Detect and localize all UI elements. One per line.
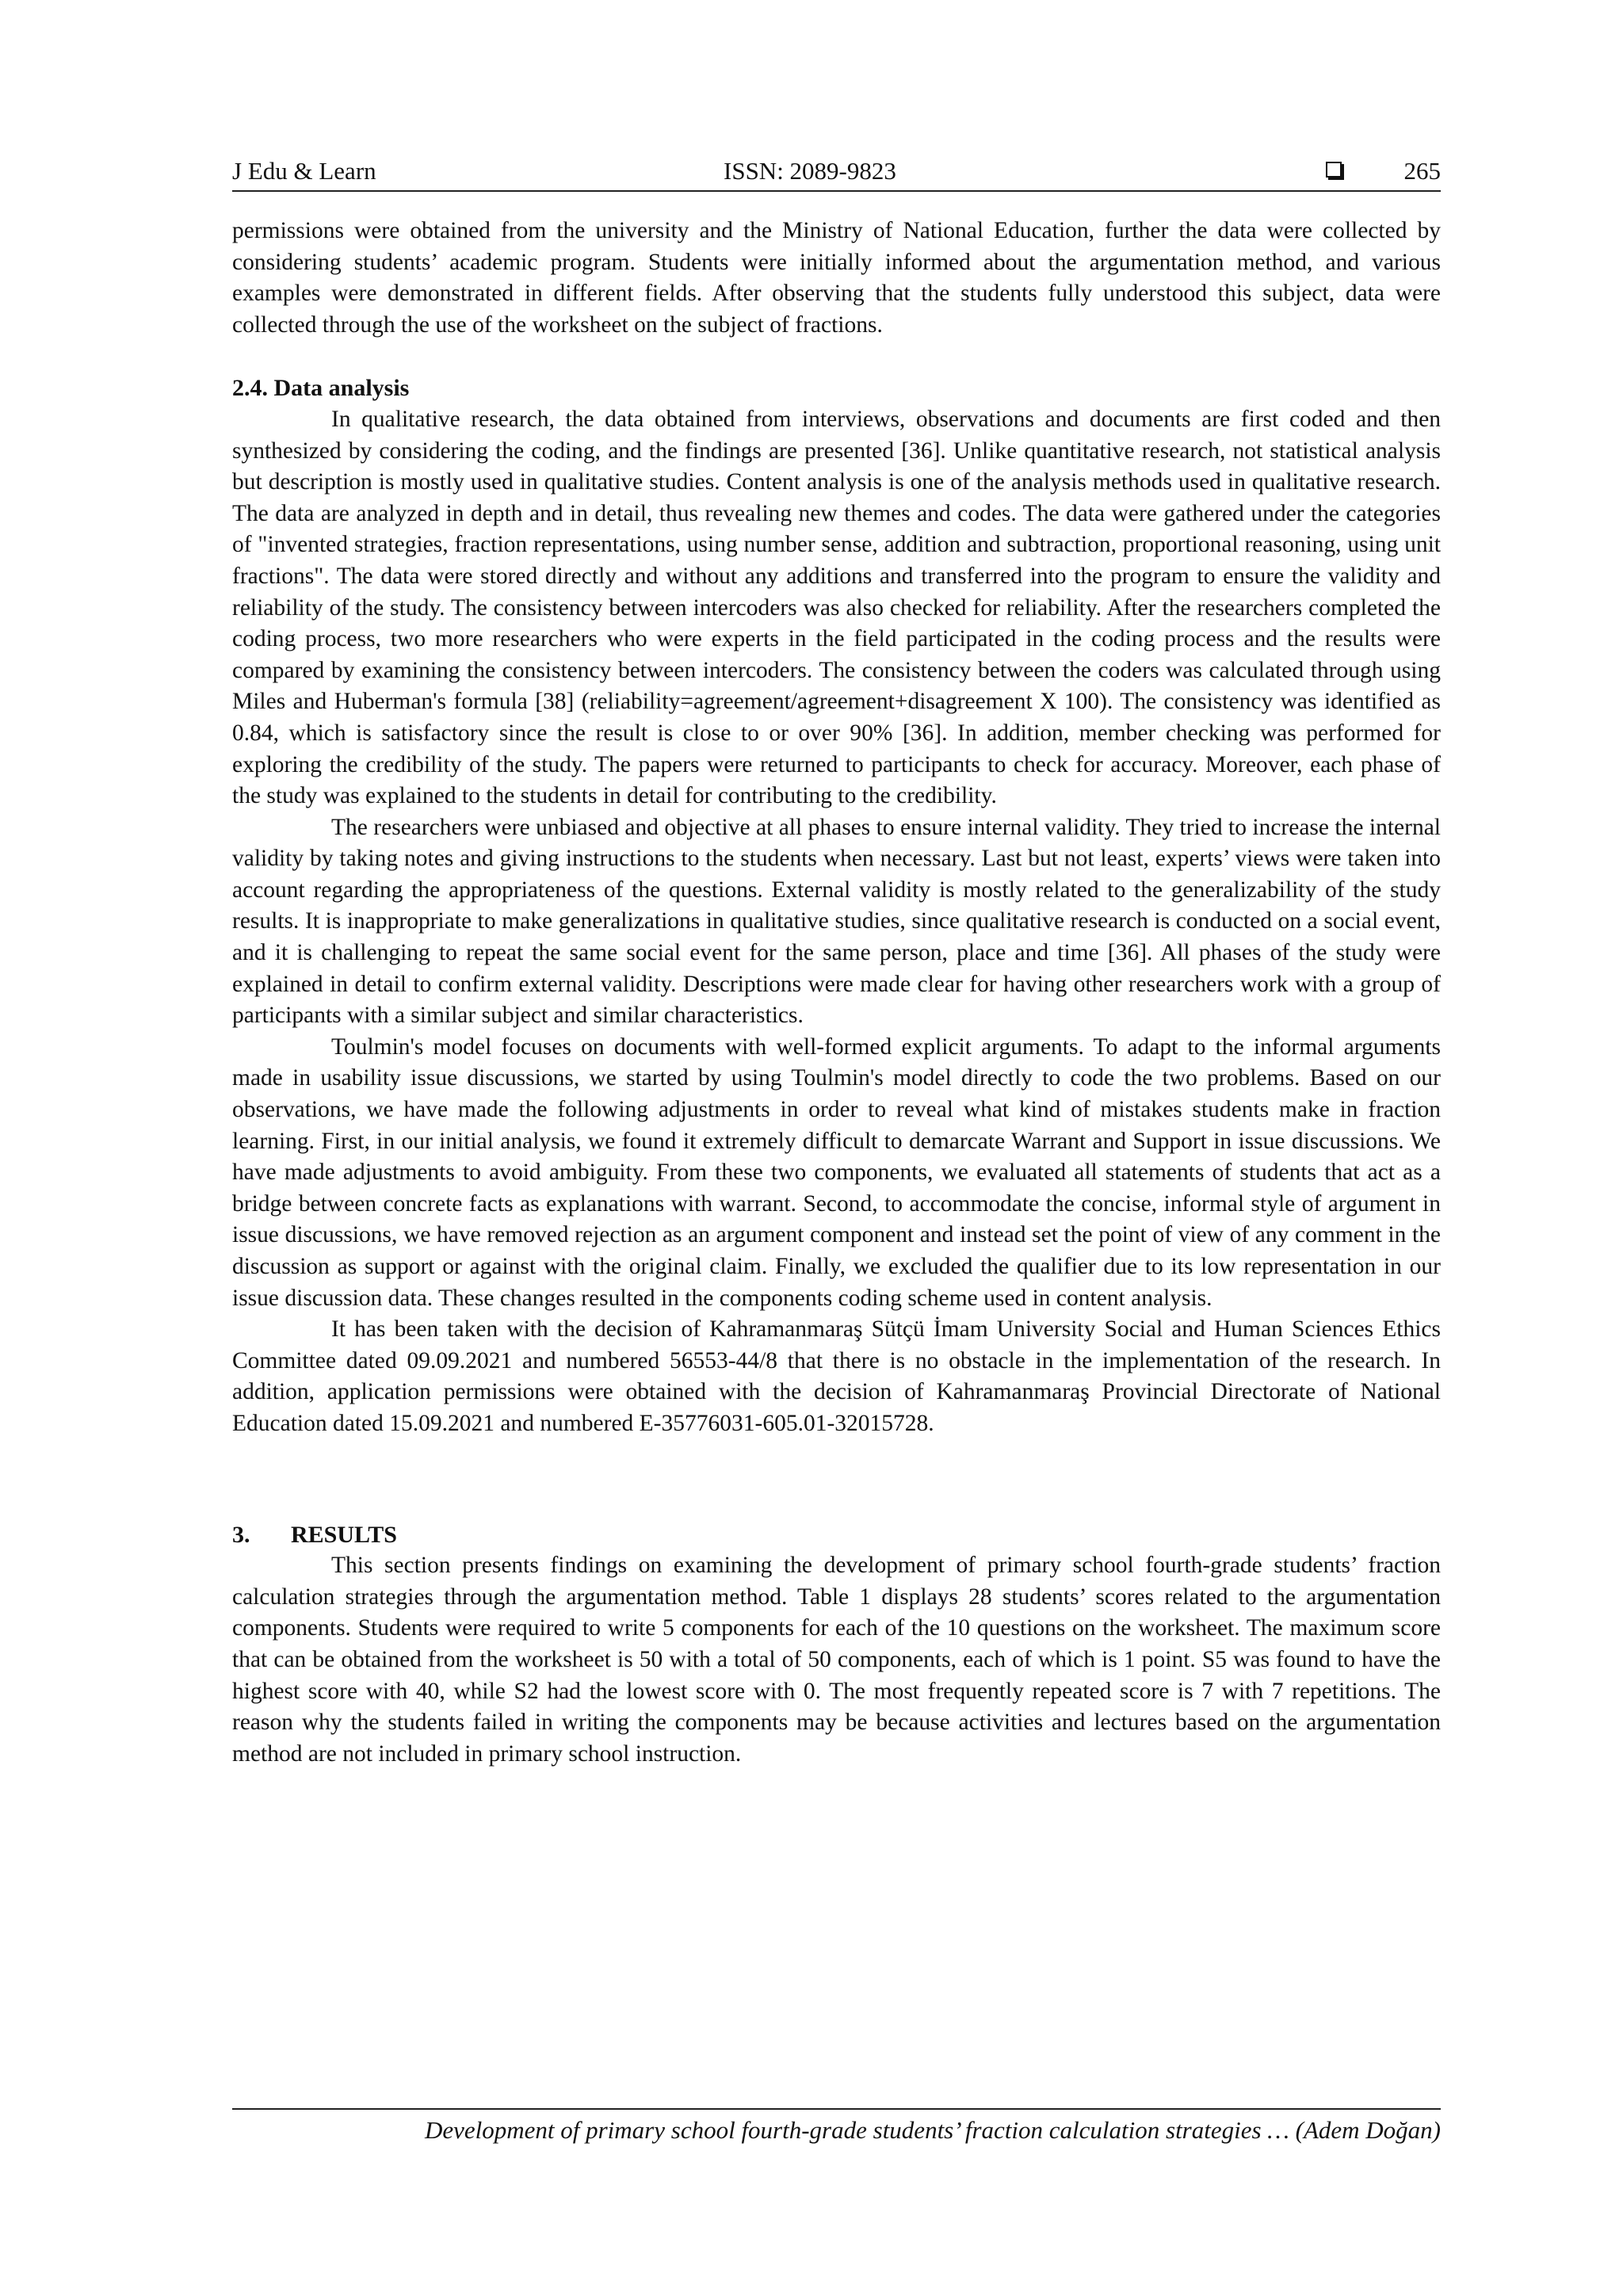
issn: ISSN: 2089-9823 [724,157,896,185]
paragraph-toulmin-model: Toulmin's model focuses on documents with well-formed explicit arguments. To adapt to the informal arguments made in usability issue discussions, we started by using Toulmin's model directly to code the two problems. Based on our observations, we have made the following adjustments in order to reveal what kind of mistakes students make in fraction learning. First, in our initial analysis, we found it extremely difficult to demarcate Warrant and Support in issue discussions. We have made adjustments to avoid ambiguity. From these two components, we evaluated all statements of students that act as a bridge between concrete facts as explanations with warrant. Second, to accommodate the concise, informal style of argument in issue discussions, we have removed rejection as an argument component and instead set the point of view of any comment in the discussion as support or against with the original claim. Finally, we excluded the qualifier due to its low representation in our issue discussion data. These changes resulted in the components coding scheme used in content analysis. [232,1033,1441,1311]
section-title: RESULTS [291,1521,397,1548]
paragraph-internal-validity: The researchers were unbiased and objective at all phases to ensure internal validity. They tried to increase the internal validity by taking notes and giving instructions to the students when necessary. Last but not least, experts’ views were taken into account regarding the appropriateness of the questions. External validity is mostly related to the generalizability of the study results. It is inappropriate to make generalizations in qualitative studies, since qualitative research is conducted on a social event, and it is challenging to repeat the same social event for the same person, place and time [36]. All phases of the study were explained in detail to confirm external validity. Descriptions were made clear for having other researchers work with a group of participants with a similar subject and similar characteristics. [232,814,1441,1029]
paragraph-ethics-committee: It has been taken with the decision of Kahramanmaraş Sütçü İmam University Social and Human Sciences Ethics Committee dated 09.09.2021 and numbered 56553-44/8 that there is no obstacle in the implementation of the research. In addition, application permissions were obtained with the decision of Kahramanmaraş Provincial Directorate of National Education dated 15.09.2021 and numbered E-35776031-605.01-32015728. [232,1316,1441,1436]
page-number: 265 [1403,157,1441,185]
section-heading-results [232,1519,1441,1551]
section-number: 3. [232,1521,250,1548]
paper-page [232,0,1441,2296]
paragraph-results: This section presents findings on examining the development of primary school fourth-grade students’ fraction calculation strategies through the argumentation method. Table 1 displays 28 students’ scores related to the argumentation components. Students were required to write 5 components for each of the 10 questions on the worksheet. The maximum score that can be obtained from the worksheet is 50 with a total of 50 components, each of which is 1 point. S5 was found to have the highest score with 40, while S2 had the lowest score with 0. The most frequently repeated score is 7 with 7 repetitions. The reason why the students failed in writing the components may be because activities and lectures based on the argumentation method are not included in primary school instruction. [232,1553,1441,1767]
running-footer: Development of primary school fourth-grade students’ fraction calculation strategies … (Adem Doğan) [232,2108,1441,2146]
body-text [232,216,1441,1770]
paragraph-continued: permissions were obtained from the university and the Ministry of National Education, further the data were collected by considering students’ academic program. Students were initially informed about the argumentation method, and various examples were demonstrated in different fields. After observing that the students fully understood this subject, data were collected through the use of the worksheet on the subject of fractions. [232,218,1441,338]
journal-name: J Edu & Learn [232,157,376,185]
paragraph-qualitative-research: In qualitative research, the data obtained from interviews, observations and documents are first coded and then synthesized by considering the coding, and the findings are presented [36]. Unlike quantitative research, not statistical analysis but description is mostly used in qualitative studies. Content analysis is one of the analysis methods used in qualitative research. The data are analyzed in depth and in detail, thus revealing new themes and codes. The data were gathered under the categories of "invented strategies, fraction representations, using number sense, addition and subtraction, proportional reasoning, using unit fractions". The data were stored directly and without any additions and transferred into the program to ensure the validity and reliability of the study. The consistency between intercoders was also checked for reliability. After the researchers completed the coding process, two more researchers who were experts in the field participated in the coding process and the results were compared by examining the consistency between intercoders. The consistency between the coders was calculated through using Miles and Huberman's formula [38] (reliability=agreement/agreement+disagreement X 100). The consistency was identified as 0.84, which is satisfactory since the result is close to or over 90% [36]. In addition, member checking was performed for exploring the credibility of the study. The papers were returned to participants to check for accuracy. Moreover, each phase of the study was explained to the students in detail for contributing to the credibility. [232,406,1441,809]
square-box-icon [1326,162,1342,178]
running-header [232,155,1441,192]
section-heading-data-analysis: 2.4. Data analysis [232,375,410,402]
